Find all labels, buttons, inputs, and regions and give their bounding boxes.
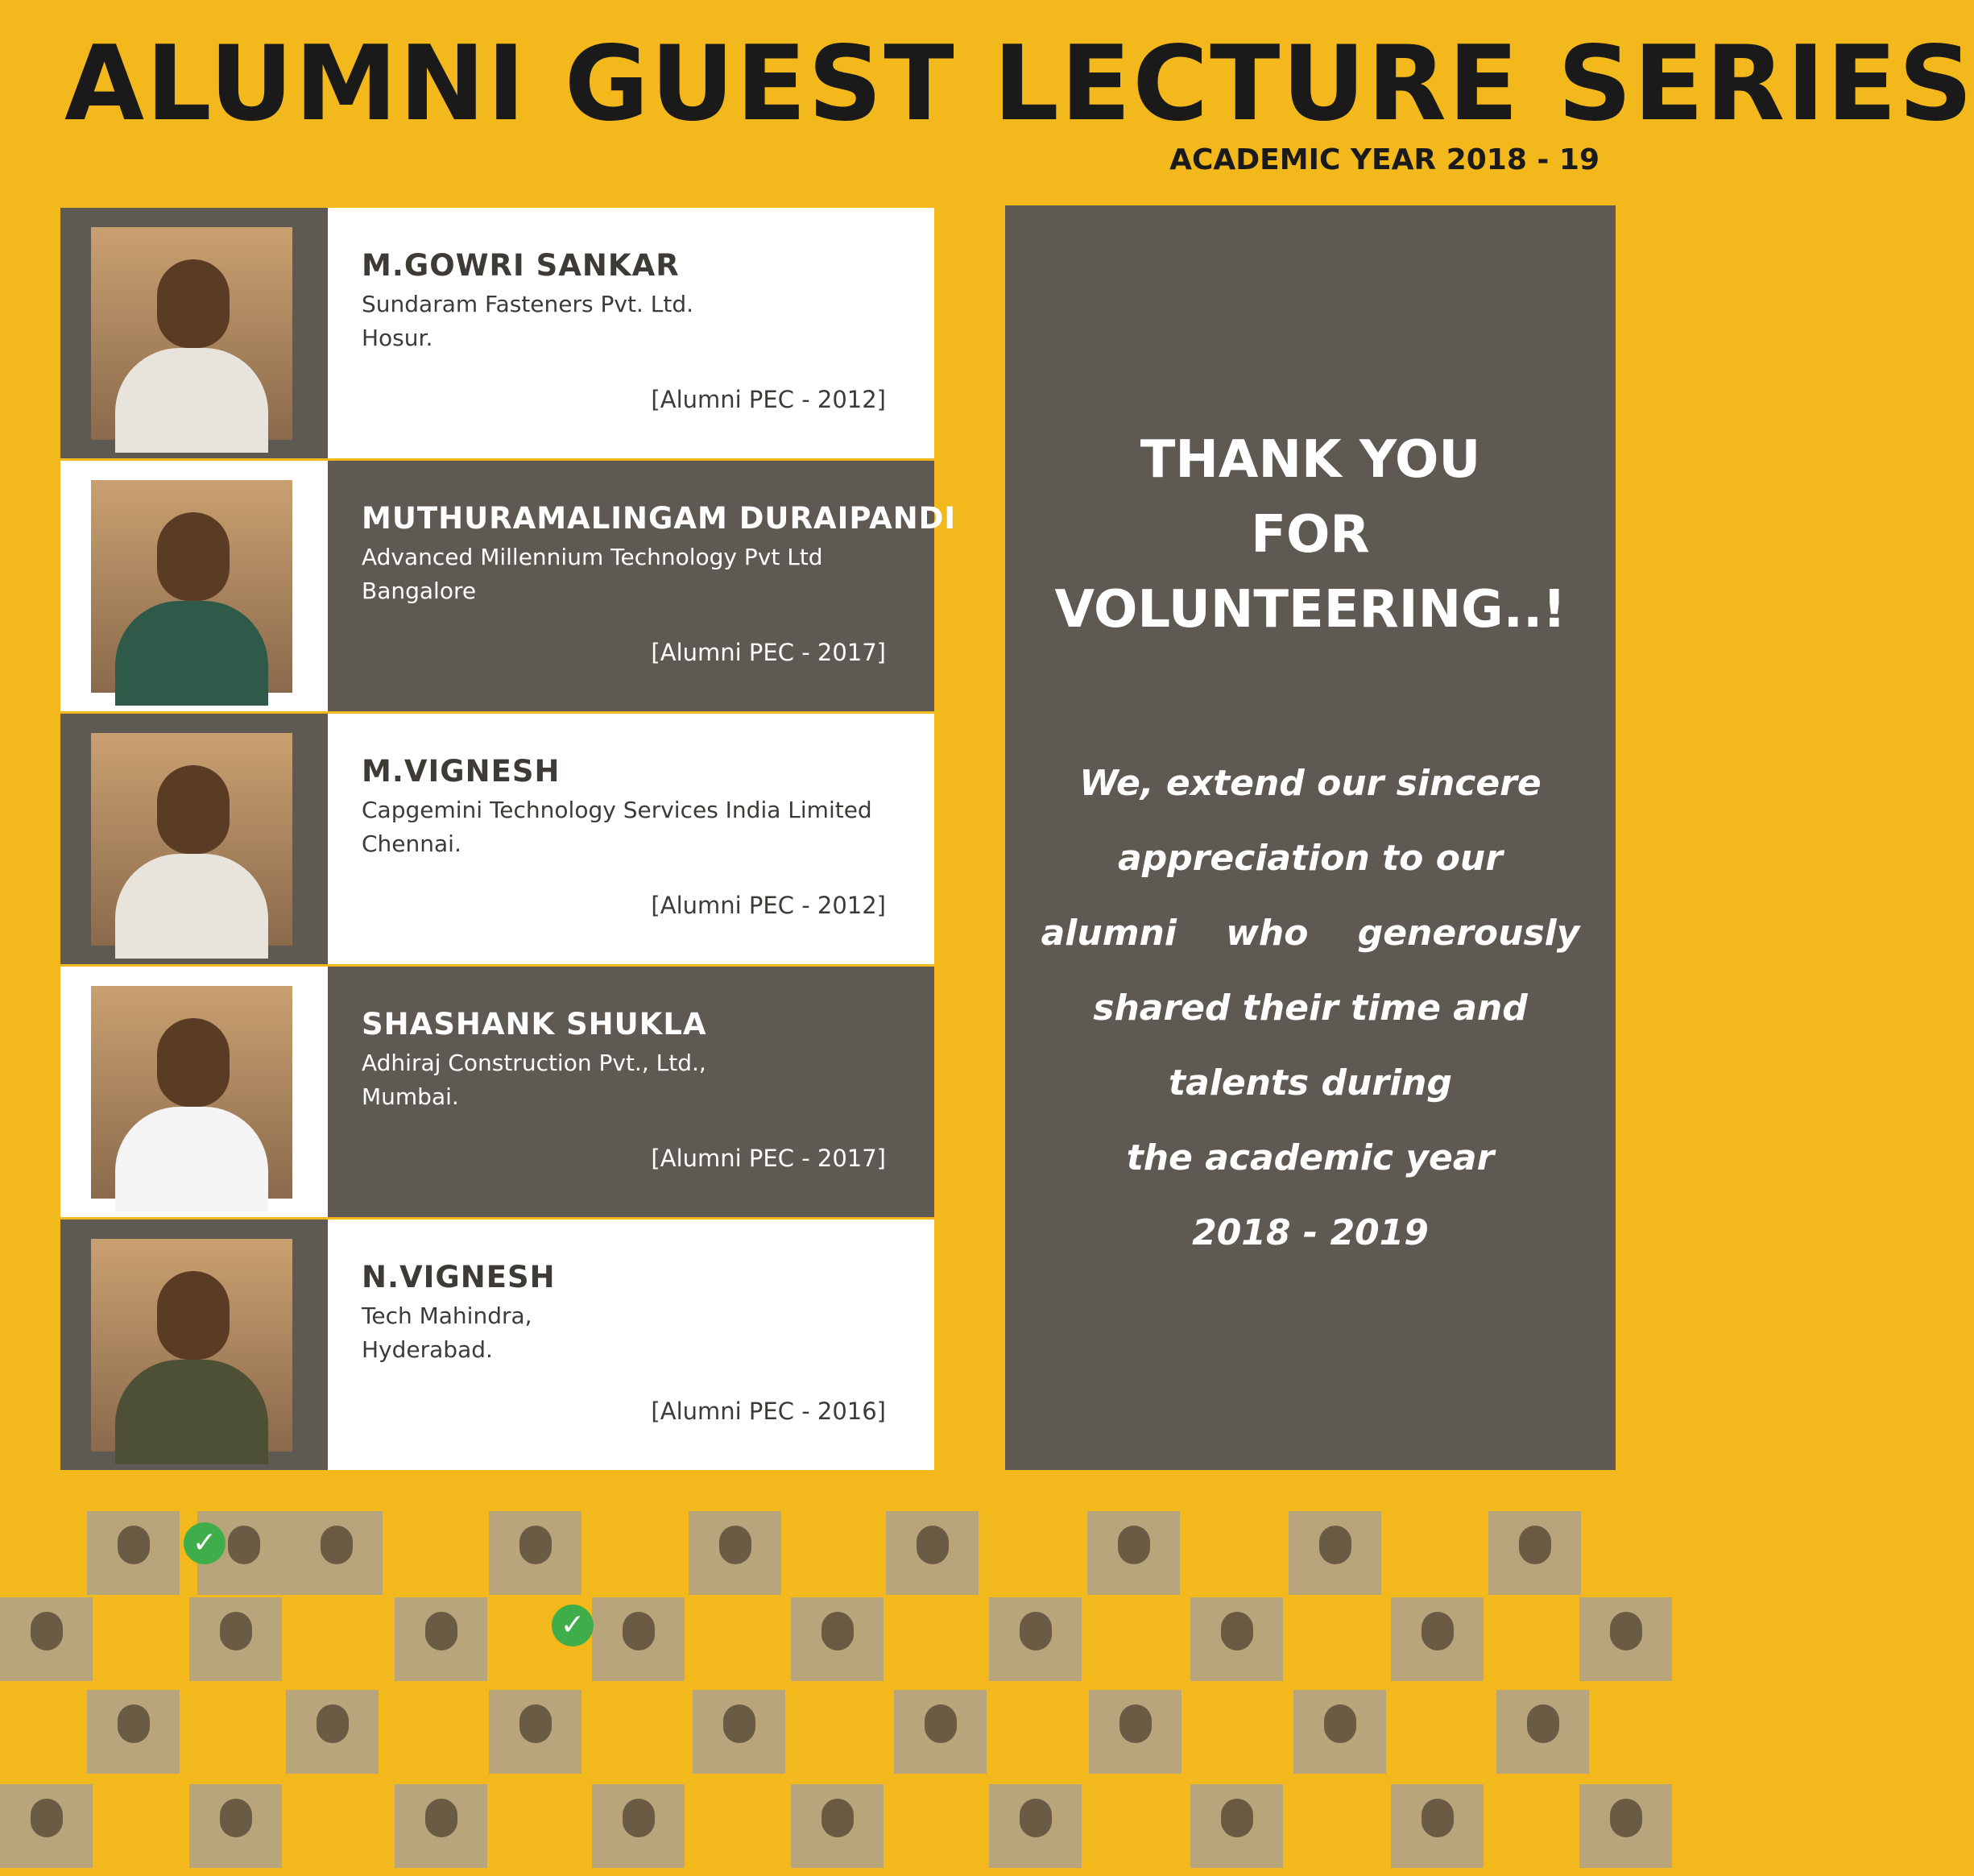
lecturer-photo [91, 480, 292, 693]
lecturer-name: N.VIGNESH [362, 1260, 556, 1294]
alumni-mosaic-photo [894, 1690, 987, 1774]
alumni-mosaic-photo [592, 1784, 685, 1868]
lecturer-alumni-year: [Alumni PEC - 2012] [651, 892, 886, 919]
lecturer-company: Sundaram Fasteners Pvt. Ltd. [362, 291, 693, 317]
academic-year: ACADEMIC YEAR 2018 - 19 [1169, 143, 1599, 176]
alumni-mosaic-photo [989, 1597, 1082, 1681]
lecturer-card [60, 208, 934, 461]
alumni-mosaic-photo [1488, 1511, 1581, 1595]
alumni-mosaic-photo [791, 1597, 884, 1681]
lecturer-photo [91, 227, 292, 440]
alumni-mosaic-photo [489, 1511, 581, 1595]
lecturer-alumni-year: [Alumni PEC - 2017] [651, 1145, 886, 1172]
message-line: shared their time and [1093, 988, 1528, 1029]
alumni-mosaic-photo [791, 1784, 884, 1868]
lecturer-photo [91, 1239, 292, 1452]
lecturer-alumni-year: [Alumni PEC - 2017] [651, 639, 886, 666]
alumni-mosaic-photo [189, 1784, 282, 1868]
lecturer-company: Adhiraj Construction Pvt., Ltd., [362, 1050, 706, 1076]
lecturer-city: Hosur. [362, 325, 433, 351]
lecturer-list [60, 208, 957, 1472]
alumni-mosaic-photo [1579, 1597, 1672, 1681]
alumni-mosaic-photo [1293, 1690, 1386, 1774]
lecturer-company: Capgemini Technology Services India Limited [362, 797, 872, 823]
heading-line: VOLUNTEERING..! [1054, 580, 1566, 640]
alumni-mosaic-photo [1391, 1597, 1484, 1681]
alumni-mosaic-photo [1087, 1511, 1180, 1595]
lecturer-name: M.GOWRI SANKAR [362, 248, 680, 283]
lecturer-city: Mumbai. [362, 1083, 459, 1110]
check-mark-icon: ✓ [552, 1605, 594, 1646]
thank-you-panel [1005, 205, 1616, 1470]
check-mark-icon: ✓ [184, 1522, 226, 1564]
alumni-mosaic-photo [395, 1784, 487, 1868]
alumni-mosaic-photo [189, 1597, 282, 1681]
lecturer-company: Tech Mahindra, [362, 1302, 532, 1329]
lecturer-city: Chennai. [362, 830, 461, 857]
alumni-mosaic-photo [0, 1597, 93, 1681]
page-title: ALUMNI GUEST LECTURE SERIES [64, 24, 1974, 144]
alumni-mosaic-photo [0, 1784, 93, 1868]
thank-you-message [1005, 746, 1616, 1270]
heading-line: FOR [1251, 505, 1370, 565]
alumni-mosaic-photo [989, 1784, 1082, 1868]
alumni-mosaic-photo [286, 1690, 379, 1774]
alumni-mosaic-photo [886, 1511, 979, 1595]
lecturer-name: M.VIGNESH [362, 754, 561, 789]
lecturer-card [60, 967, 934, 1220]
alumni-mosaic-photo [1190, 1597, 1283, 1681]
lecturer-photo [91, 733, 292, 946]
alumni-mosaic-photo [395, 1597, 487, 1681]
alumni-mosaic-photo [87, 1690, 180, 1774]
alumni-mosaic-photo [489, 1690, 581, 1774]
lecturer-name: MUTHURAMALINGAM DURAIPANDI [362, 501, 957, 536]
alumni-mosaic-photo [1391, 1784, 1484, 1868]
lecturer-company: Advanced Millennium Technology Pvt Ltd [362, 544, 823, 570]
lecturer-photo [91, 986, 292, 1199]
lecturer-name: SHASHANK SHUKLA [362, 1007, 707, 1042]
lecturer-card [60, 714, 934, 967]
message-line: the academic year [1126, 1137, 1495, 1178]
thank-you-heading [1005, 423, 1616, 648]
alumni-mosaic-photo [693, 1690, 785, 1774]
alumni-mosaic-photo [290, 1511, 383, 1595]
lecturer-city: Bangalore [362, 578, 477, 604]
alumni-mosaic-photo [87, 1511, 180, 1595]
alumni-mosaic-photo [1289, 1511, 1381, 1595]
lecturer-city: Hyderabad. [362, 1336, 493, 1363]
heading-line: THANK YOU [1140, 430, 1481, 490]
message-line: appreciation to our [1118, 838, 1503, 879]
alumni-mosaic-photo [1190, 1784, 1283, 1868]
lecturer-card [60, 1220, 934, 1472]
message-line: talents during [1169, 1062, 1452, 1104]
lecturer-alumni-year: [Alumni PEC - 2016] [651, 1398, 886, 1425]
alumni-mosaic-photo [1089, 1690, 1182, 1774]
message-line: 2018 - 2019 [1192, 1212, 1429, 1253]
alumni-mosaic-photo [1579, 1784, 1672, 1868]
lecturer-alumni-year: [Alumni PEC - 2012] [651, 386, 886, 413]
message-line: alumni who generously [1041, 913, 1580, 954]
alumni-mosaic-photo [592, 1597, 685, 1681]
message-line: We, extend our sincere [1079, 763, 1542, 804]
alumni-mosaic-photo [1496, 1690, 1589, 1774]
alumni-photo-mosaic [0, 1506, 1672, 1876]
lecturer-card [60, 461, 957, 714]
alumni-mosaic-photo [689, 1511, 781, 1595]
